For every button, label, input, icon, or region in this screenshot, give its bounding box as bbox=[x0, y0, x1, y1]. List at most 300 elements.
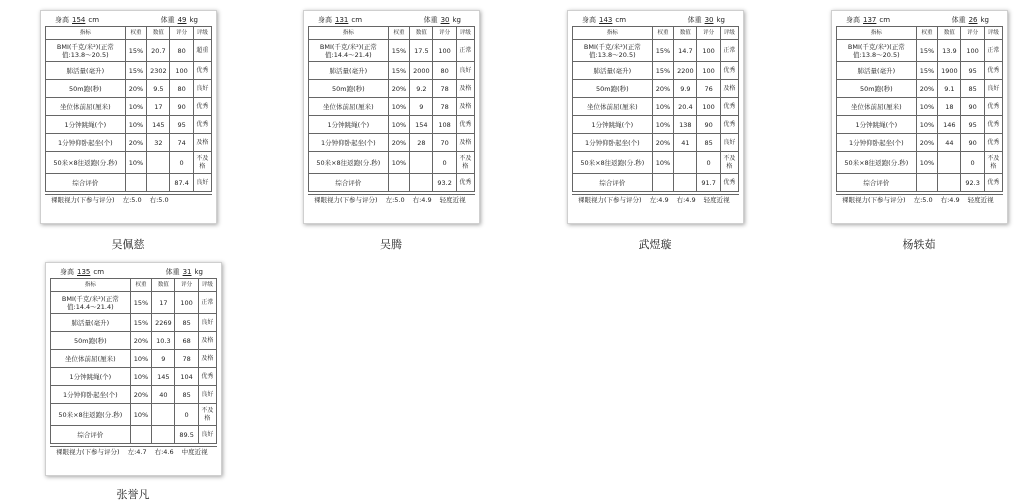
grade-cell: 不及格 bbox=[198, 404, 216, 426]
height-unit: cm bbox=[93, 268, 105, 276]
table-row bbox=[46, 174, 212, 192]
weight-cell bbox=[916, 174, 938, 192]
column-header: 权重 bbox=[652, 27, 674, 40]
metric-cell: 坐位体前屈(厘米) bbox=[309, 98, 389, 116]
table-header-row bbox=[837, 27, 1003, 40]
value-cell: 44 bbox=[938, 134, 961, 152]
grade-cell: 良好 bbox=[720, 134, 738, 152]
value-cell: 17 bbox=[152, 292, 175, 314]
column-header: 评级 bbox=[720, 27, 738, 40]
table-row bbox=[309, 80, 475, 98]
table-row bbox=[51, 350, 217, 368]
score-cell: 0 bbox=[175, 404, 198, 426]
grade-cell: 及格 bbox=[456, 134, 474, 152]
vision-right: 右:4.9 bbox=[676, 196, 696, 204]
score-cell: 91.7 bbox=[697, 174, 720, 192]
column-header: 指标 bbox=[309, 27, 389, 40]
grade-cell: 不及格 bbox=[984, 152, 1002, 174]
grade-cell: 优秀 bbox=[984, 116, 1002, 134]
table-row bbox=[46, 152, 212, 174]
table-row bbox=[573, 116, 739, 134]
score-cell: 68 bbox=[175, 332, 198, 350]
metric-cell: 综合评价 bbox=[51, 426, 131, 444]
vision-row bbox=[572, 194, 739, 205]
table-row bbox=[837, 134, 1003, 152]
column-header: 评级 bbox=[198, 279, 216, 292]
value-cell: 2000 bbox=[410, 62, 433, 80]
score-cell: 95 bbox=[961, 116, 984, 134]
weight-cell: 15% bbox=[130, 292, 152, 314]
weight-cell: 15% bbox=[130, 314, 152, 332]
score-cell: 100 bbox=[697, 40, 720, 62]
grade-cell: 良好 bbox=[193, 174, 211, 192]
table-row bbox=[573, 40, 739, 62]
height-field bbox=[582, 14, 626, 26]
column-header: 指标 bbox=[46, 27, 126, 40]
table-row bbox=[573, 152, 739, 174]
value-cell: 41 bbox=[674, 134, 697, 152]
height-label: 身高 bbox=[55, 16, 69, 24]
value-cell bbox=[674, 152, 697, 174]
score-cell: 74 bbox=[170, 134, 193, 152]
metric-cell: 肺活量(毫升) bbox=[309, 62, 389, 80]
column-header: 指标 bbox=[837, 27, 917, 40]
table-row bbox=[46, 40, 212, 62]
fitness-report-card[interactable] bbox=[40, 10, 217, 224]
table-row bbox=[46, 62, 212, 80]
metric-cell: 1分钟跳绳(个) bbox=[46, 116, 126, 134]
height-value: 137 bbox=[863, 16, 877, 24]
weight-field bbox=[166, 266, 203, 278]
metric-cell: 50m跑(秒) bbox=[573, 80, 653, 98]
metric-cell: 综合评价 bbox=[309, 174, 389, 192]
value-cell: 9.2 bbox=[410, 80, 433, 98]
body-measurements bbox=[308, 14, 475, 26]
weight-cell: 10% bbox=[388, 152, 410, 174]
weight-cell: 20% bbox=[388, 134, 410, 152]
table-row bbox=[837, 152, 1003, 174]
column-header: 评级 bbox=[984, 27, 1002, 40]
vision-note: 轻度近视 bbox=[703, 196, 730, 204]
body-measurements bbox=[50, 266, 217, 278]
height-label: 身高 bbox=[318, 16, 332, 24]
value-cell: 18 bbox=[938, 98, 961, 116]
metric-cell: 1分钟仰卧起坐(个) bbox=[309, 134, 389, 152]
table-row bbox=[837, 116, 1003, 134]
weight-cell bbox=[652, 174, 674, 192]
score-cell: 0 bbox=[697, 152, 720, 174]
vision-label: 裸眼视力(下参与评分) bbox=[314, 196, 378, 204]
column-header: 数值 bbox=[674, 27, 697, 40]
weight-cell: 20% bbox=[125, 134, 147, 152]
table-row bbox=[309, 134, 475, 152]
column-header: 权重 bbox=[125, 27, 147, 40]
table-row bbox=[46, 98, 212, 116]
vision-label: 裸眼视力(下参与评分) bbox=[56, 448, 120, 456]
value-cell: 145 bbox=[152, 368, 175, 386]
height-value: 131 bbox=[335, 16, 349, 24]
height-value: 135 bbox=[77, 268, 91, 276]
value-cell: 2200 bbox=[674, 62, 697, 80]
metric-cell: 50米×8往返跑(分.秒) bbox=[837, 152, 917, 174]
table-body bbox=[46, 40, 212, 192]
metric-cell: 肺活量(毫升) bbox=[51, 314, 131, 332]
value-cell: 2269 bbox=[152, 314, 175, 332]
score-cell: 80 bbox=[170, 40, 193, 62]
table-row bbox=[573, 134, 739, 152]
column-header: 评分 bbox=[175, 279, 198, 292]
grade-cell: 优秀 bbox=[720, 174, 738, 192]
metric-cell: 50米×8往返跑(分.秒) bbox=[46, 152, 126, 174]
column-header: 数值 bbox=[410, 27, 433, 40]
score-cell: 100 bbox=[961, 40, 984, 62]
vision-right: 右:4.6 bbox=[154, 448, 174, 456]
table-body bbox=[573, 40, 739, 192]
grade-cell: 及格 bbox=[198, 332, 216, 350]
vision-note: 中度近视 bbox=[181, 448, 208, 456]
score-cell: 85 bbox=[697, 134, 720, 152]
metric-cell: BMI(千克/米²)(正常值:13.8～20.5) bbox=[46, 40, 126, 62]
weight-cell: 10% bbox=[652, 116, 674, 134]
weight-cell bbox=[125, 174, 147, 192]
weight-cell: 15% bbox=[916, 62, 938, 80]
fitness-report-card[interactable] bbox=[45, 262, 222, 476]
metric-cell: 1分钟仰卧起坐(个) bbox=[51, 386, 131, 404]
vision-row bbox=[50, 446, 217, 457]
grade-cell: 优秀 bbox=[984, 174, 1002, 192]
table-row bbox=[51, 404, 217, 426]
vision-left: 左:5.0 bbox=[913, 196, 933, 204]
score-cell: 90 bbox=[961, 98, 984, 116]
grade-cell: 及格 bbox=[456, 80, 474, 98]
score-cell: 104 bbox=[175, 368, 198, 386]
grade-cell: 及格 bbox=[193, 134, 211, 152]
weight-unit: kg bbox=[716, 16, 725, 24]
column-header: 评级 bbox=[193, 27, 211, 40]
table-row bbox=[51, 386, 217, 404]
table-row bbox=[837, 80, 1003, 98]
score-cell: 89.5 bbox=[175, 426, 198, 444]
weight-cell: 15% bbox=[652, 62, 674, 80]
weight-cell: 10% bbox=[652, 152, 674, 174]
metric-cell: 坐位体前屈(厘米) bbox=[837, 98, 917, 116]
table-row bbox=[51, 368, 217, 386]
vision-label: 裸眼视力(下参与评分) bbox=[51, 196, 115, 204]
table-row bbox=[51, 426, 217, 444]
score-table bbox=[308, 26, 475, 192]
column-header: 评级 bbox=[456, 27, 474, 40]
metric-cell: 综合评价 bbox=[837, 174, 917, 192]
score-table bbox=[50, 278, 217, 444]
grade-cell: 良好 bbox=[984, 80, 1002, 98]
vision-note: 轻度近视 bbox=[439, 196, 466, 204]
column-header: 数值 bbox=[147, 27, 170, 40]
value-cell bbox=[152, 404, 175, 426]
score-cell: 108 bbox=[433, 116, 456, 134]
score-cell: 0 bbox=[961, 152, 984, 174]
score-table bbox=[572, 26, 739, 192]
score-cell: 90 bbox=[697, 116, 720, 134]
table-header-row bbox=[51, 279, 217, 292]
weight-value: 49 bbox=[177, 16, 187, 24]
body-measurements bbox=[45, 14, 212, 26]
value-cell: 17.5 bbox=[410, 40, 433, 62]
table-row bbox=[309, 98, 475, 116]
weight-cell: 10% bbox=[388, 116, 410, 134]
value-cell: 28 bbox=[410, 134, 433, 152]
column-header: 评分 bbox=[170, 27, 193, 40]
metric-cell: 1分钟跳绳(个) bbox=[573, 116, 653, 134]
column-header: 数值 bbox=[152, 279, 175, 292]
weight-cell: 15% bbox=[388, 40, 410, 62]
score-cell: 0 bbox=[433, 152, 456, 174]
weight-cell: 20% bbox=[652, 134, 674, 152]
student-name: 杨轶茹 bbox=[902, 238, 936, 251]
table-row bbox=[46, 116, 212, 134]
weight-field bbox=[424, 14, 461, 26]
weight-cell: 15% bbox=[652, 40, 674, 62]
grade-cell: 良好 bbox=[193, 80, 211, 98]
weight-unit: kg bbox=[980, 16, 989, 24]
value-cell: 145 bbox=[147, 116, 170, 134]
vision-left: 左:5.0 bbox=[122, 196, 142, 204]
score-cell: 85 bbox=[175, 314, 198, 332]
score-cell: 76 bbox=[697, 80, 720, 98]
weight-label: 体重 bbox=[423, 16, 438, 24]
weight-cell: 20% bbox=[130, 332, 152, 350]
value-cell: 138 bbox=[674, 116, 697, 134]
grade-cell: 良好 bbox=[198, 386, 216, 404]
height-field bbox=[55, 14, 99, 26]
table-row bbox=[837, 62, 1003, 80]
value-cell: 20.7 bbox=[147, 40, 170, 62]
score-cell: 92.3 bbox=[961, 174, 984, 192]
height-field bbox=[60, 266, 104, 278]
table-row bbox=[51, 332, 217, 350]
weight-cell: 10% bbox=[125, 152, 147, 174]
table-body bbox=[309, 40, 475, 192]
value-cell bbox=[410, 152, 433, 174]
table-row bbox=[309, 152, 475, 174]
vision-label: 裸眼视力(下参与评分) bbox=[842, 196, 906, 204]
height-unit: cm bbox=[879, 16, 891, 24]
weight-cell: 20% bbox=[916, 134, 938, 152]
weight-field bbox=[952, 14, 989, 26]
weight-cell: 20% bbox=[125, 80, 147, 98]
weight-cell: 15% bbox=[125, 62, 147, 80]
value-cell: 17 bbox=[147, 98, 170, 116]
student-name: 吴腾 bbox=[380, 238, 402, 251]
grade-cell: 正常 bbox=[198, 292, 216, 314]
column-header: 权重 bbox=[388, 27, 410, 40]
value-cell: 1900 bbox=[938, 62, 961, 80]
weight-cell: 10% bbox=[916, 116, 938, 134]
table-row bbox=[837, 174, 1003, 192]
score-cell: 95 bbox=[961, 62, 984, 80]
grade-cell: 良好 bbox=[456, 62, 474, 80]
fitness-report-card[interactable] bbox=[831, 10, 1008, 224]
grade-cell: 正常 bbox=[984, 40, 1002, 62]
column-header: 权重 bbox=[916, 27, 938, 40]
value-cell: 154 bbox=[410, 116, 433, 134]
score-table bbox=[836, 26, 1003, 192]
weight-cell: 20% bbox=[916, 80, 938, 98]
height-unit: cm bbox=[615, 16, 627, 24]
body-measurements bbox=[572, 14, 739, 26]
metric-cell: 1分钟仰卧起坐(个) bbox=[573, 134, 653, 152]
value-cell: 2302 bbox=[147, 62, 170, 80]
score-cell: 80 bbox=[170, 80, 193, 98]
metric-cell: 50米×8往返跑(分.秒) bbox=[309, 152, 389, 174]
weight-cell: 10% bbox=[916, 152, 938, 174]
table-row bbox=[573, 174, 739, 192]
table-row bbox=[573, 80, 739, 98]
column-header: 评分 bbox=[697, 27, 720, 40]
column-header: 评分 bbox=[961, 27, 984, 40]
table-header-row bbox=[46, 27, 212, 40]
height-label: 身高 bbox=[582, 16, 596, 24]
metric-cell: 50m跑(秒) bbox=[837, 80, 917, 98]
grade-cell: 超重 bbox=[193, 40, 211, 62]
table-row bbox=[46, 80, 212, 98]
grade-cell: 优秀 bbox=[984, 98, 1002, 116]
height-unit: cm bbox=[88, 16, 100, 24]
table-row bbox=[51, 292, 217, 314]
score-cell: 70 bbox=[433, 134, 456, 152]
score-cell: 100 bbox=[170, 62, 193, 80]
score-cell: 90 bbox=[170, 98, 193, 116]
height-label: 身高 bbox=[60, 268, 74, 276]
weight-cell: 10% bbox=[130, 350, 152, 368]
vision-label: 裸眼视力(下参与评分) bbox=[578, 196, 642, 204]
score-cell: 78 bbox=[175, 350, 198, 368]
column-header: 权重 bbox=[130, 279, 152, 292]
table-header-row bbox=[309, 27, 475, 40]
grade-cell: 不及格 bbox=[193, 152, 211, 174]
weight-value: 30 bbox=[704, 16, 714, 24]
metric-cell: BMI(千克/米²)(正常值:14.4～21.4) bbox=[51, 292, 131, 314]
value-cell: 13.9 bbox=[938, 40, 961, 62]
column-header: 指标 bbox=[573, 27, 653, 40]
value-cell: 9.1 bbox=[938, 80, 961, 98]
weight-cell: 15% bbox=[916, 40, 938, 62]
metric-cell: 50m跑(秒) bbox=[51, 332, 131, 350]
value-cell: 32 bbox=[147, 134, 170, 152]
vision-row bbox=[308, 194, 475, 205]
grade-cell: 优秀 bbox=[193, 98, 211, 116]
score-cell: 95 bbox=[170, 116, 193, 134]
table-row bbox=[309, 62, 475, 80]
grade-cell: 不及格 bbox=[456, 152, 474, 174]
height-value: 143 bbox=[599, 16, 613, 24]
weight-label: 体重 bbox=[687, 16, 702, 24]
weight-cell: 10% bbox=[388, 98, 410, 116]
grade-cell: 优秀 bbox=[198, 368, 216, 386]
metric-cell: 肺活量(毫升) bbox=[837, 62, 917, 80]
table-row bbox=[573, 62, 739, 80]
weight-value: 26 bbox=[968, 16, 978, 24]
vision-left: 左:4.7 bbox=[127, 448, 147, 456]
value-cell: 9.9 bbox=[674, 80, 697, 98]
metric-cell: 50米×8往返跑(分.秒) bbox=[573, 152, 653, 174]
height-value: 154 bbox=[72, 16, 86, 24]
weight-cell: 10% bbox=[652, 98, 674, 116]
weight-cell: 20% bbox=[388, 80, 410, 98]
value-cell: 146 bbox=[938, 116, 961, 134]
grade-cell: 优秀 bbox=[720, 62, 738, 80]
grade-cell: 不及格 bbox=[720, 152, 738, 174]
table-row bbox=[309, 174, 475, 192]
weight-cell: 10% bbox=[125, 98, 147, 116]
weight-cell bbox=[388, 174, 410, 192]
vision-row bbox=[836, 194, 1003, 205]
vision-right: 右:4.9 bbox=[412, 196, 432, 204]
value-cell bbox=[674, 174, 697, 192]
value-cell bbox=[410, 174, 433, 192]
weight-cell: 15% bbox=[125, 40, 147, 62]
student-name: 吴佩慈 bbox=[111, 238, 145, 251]
value-cell bbox=[147, 174, 170, 192]
metric-cell: 坐位体前屈(厘米) bbox=[51, 350, 131, 368]
table-body bbox=[51, 292, 217, 444]
weight-cell bbox=[130, 426, 152, 444]
metric-cell: BMI(千克/米²)(正常值:13.8～20.5) bbox=[837, 40, 917, 62]
metric-cell: BMI(千克/米²)(正常值:14.4～21.4) bbox=[309, 40, 389, 62]
metric-cell: 肺活量(毫升) bbox=[573, 62, 653, 80]
metric-cell: 1分钟仰卧起坐(个) bbox=[837, 134, 917, 152]
score-table bbox=[45, 26, 212, 192]
score-cell: 85 bbox=[175, 386, 198, 404]
value-cell: 9 bbox=[410, 98, 433, 116]
grade-cell: 优秀 bbox=[984, 62, 1002, 80]
grade-cell: 良好 bbox=[198, 314, 216, 332]
score-cell: 85 bbox=[961, 80, 984, 98]
metric-cell: 综合评价 bbox=[573, 174, 653, 192]
value-cell: 10.3 bbox=[152, 332, 175, 350]
grade-cell: 正常 bbox=[720, 40, 738, 62]
grade-cell: 优秀 bbox=[193, 62, 211, 80]
height-field bbox=[846, 14, 890, 26]
metric-cell: 1分钟跳绳(个) bbox=[309, 116, 389, 134]
grade-cell: 优秀 bbox=[984, 134, 1002, 152]
fitness-report-card[interactable] bbox=[303, 10, 480, 224]
fitness-report-card[interactable] bbox=[567, 10, 744, 224]
grade-cell: 正常 bbox=[456, 40, 474, 62]
grade-cell: 优秀 bbox=[456, 116, 474, 134]
value-cell bbox=[152, 426, 175, 444]
table-body bbox=[837, 40, 1003, 192]
weight-value: 30 bbox=[440, 16, 450, 24]
table-row bbox=[573, 98, 739, 116]
grade-cell: 及格 bbox=[456, 98, 474, 116]
weight-cell: 15% bbox=[388, 62, 410, 80]
metric-cell: 坐位体前屈(厘米) bbox=[46, 98, 126, 116]
score-cell: 100 bbox=[433, 40, 456, 62]
grade-cell: 优秀 bbox=[720, 116, 738, 134]
weight-unit: kg bbox=[189, 16, 198, 24]
weight-cell: 10% bbox=[130, 404, 152, 426]
metric-cell: 50m跑(秒) bbox=[46, 80, 126, 98]
table-row bbox=[51, 314, 217, 332]
column-header: 指标 bbox=[51, 279, 131, 292]
vision-right: 右:5.0 bbox=[149, 196, 169, 204]
weight-cell: 10% bbox=[130, 368, 152, 386]
vision-right: 右:4.9 bbox=[940, 196, 960, 204]
vision-note: 轻度近视 bbox=[967, 196, 994, 204]
metric-cell: 1分钟仰卧起坐(个) bbox=[46, 134, 126, 152]
height-label: 身高 bbox=[846, 16, 860, 24]
value-cell bbox=[938, 174, 961, 192]
